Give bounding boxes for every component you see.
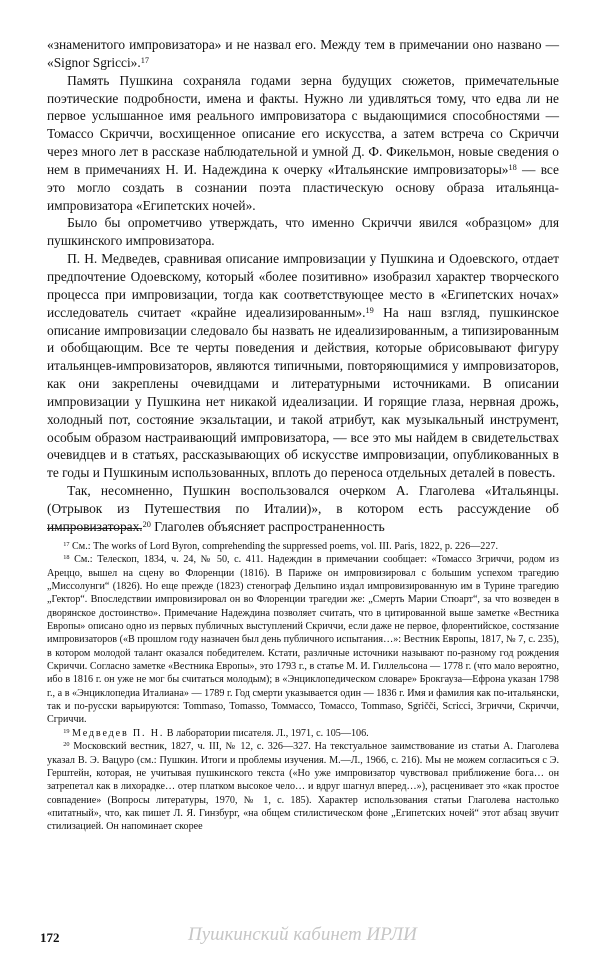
footnotes — [47, 540, 559, 834]
paragraph-5: Так, несомненно, Пушкин воспользовался очерком А. Глаголева «Итальянцы. (Отрывок из Путешествия по Италии)», в котором есть рассуждение об импровизаторах.$^{20}$ Глаголев объясняет распространенность — [47, 483, 559, 534]
footnote-18: $^{18}$ См.: Телескоп, 1834, ч. 24, № 50, с. 411. Надеждин в примечании сообщает: «Томассо Згриччи, родом из Ареццо, вышел на сцену во Флоренции (1816). В Париже он импровизировал с большим успехом трагедию „Миссолунги“ (1826). Но еще прежде (1823) стенограф Дельпино издал импровизированную им в Турине трагедию „Гектор“. Впоследствии импровизировал он во Флоренции трагедии же: „Смерть Марии Стюарт“, за что возведен в дворянское достоинство». Примечание Надеждина позволяет считать, что в цитированной выше заметке «Вестника Европы» описано одно из первых публичных выступлений Скриччи, если даже не первое, флорентийское, состязание импровизаторов («В прошлом году назначен был день публичного испытания…»: Вестник Европы, 1817, № 7, с. 235), в котором молодой талант оказался победителем. Кстати, различные источники называют по-разному год рождения Скриччи. Согласно заметке «Вестника Европы», это 1793 г., в статье М. И. Гиллельсона — 1778 г. (что мало вероятно, ибо в 1816 г. он уже не мог бы считаться молодым); в «Энциклопедическом словаре» Брокгауза—Ефрона указан 1798 г., а в «Энциклопедиа Италиана» — 1789 г. Год смерти указывается один — 1836 г. Имя и фамилия как по-итальянски, так и по-русски варьируются: Tommaso, Tomasso, Томмассо, Томассо, Tommaso, Sgričči, Scricci, Згриччи, Скриччи, Сгриччи. — [47, 554, 559, 726]
footnote-ref-17[interactable]: 17 — [140, 55, 150, 65]
footnote-ref-19[interactable]: 19 — [365, 305, 374, 315]
footnote-ref-20[interactable]: 20 — [142, 519, 151, 529]
footnote-17: $^{17}$ См.: The works of Lord Byron, comprehending the suppressed poems, vol. III. Paris, 1822, p. 226—227. — [63, 540, 499, 552]
main-text — [47, 36, 559, 536]
paragraph-3: Было бы опрометчиво утверждать, что именно Скриччи явился «образцом» для пушкинского импровизатора. — [47, 215, 559, 249]
footnote-20: $^{20}$ Московский вестник, 1827, ч. III, № 12, с. 326—327. На текстуальное заимствование из статьи А. Глаголева указал В. Э. Вацуро (см.: Пушкин. Итоги и проблемы изучения. М.—Л., 1966, с. 216). Мы не можем согласиться с Э. Герштейн, которая, не учитывая пушкинского текста («Но уже импровизатор чувствовал приближение бога… он затрепетал как в лихорадке… отер платком высокое чело… и вдруг шагнул вперед…»), расценивает это «как простое совпадение» (Вопросы литературы, 1970, № 1, с. 185). Характер использования статьи Глаголева настолько «питатный», что, как пишет Л. Я. Гинзбург, «на общем стилистическом фоне „Египетских ночей“ этот абзац звучит стилизацией. Он напоминает скорее — [47, 741, 559, 833]
watermark: Пушкинский кабинет ИРЛИ — [188, 924, 417, 945]
page-number: 172 — [40, 930, 60, 945]
paragraph-4: П. Н. Медведев, сравнивая описание импровизации у Пушкина и Одоевского, отдает предпочтение Одоевскому, который «более позитивно» изобразил характер творческого процесса при импровизации, тогда как соответствующее место в «Египетских ночах» исследователь считает «крайне идеализированным».$^{19}$ На наш взгляд, пушкинское описание импровизации следовало бы назвать не идеализированным, а типизированным и обобщающим. Все те черты поведения и действия, которые обрисовывают фигуру итальянцев-импровизаторов, являются типичными, повторяющимися у импровизаторов, как они закреплены очевидцами и литературными источниками. В описании импровизации у Пушкина нет никакой идеализации. И горящие глаза, нервная дрожь, холодный пот, состояние экзальтации, и такой атрибут, как музыкальный инструмент, особым образом настраивающий импровизатора, — все это мы найдем в свидетельствах очевидцев и в статьях, рассказывающих об искусстве импровизации, опубликованных в те годы и Пушкиным использованных, вплоть до переноса отдельных деталей в повесть. — [47, 251, 560, 481]
footnote-ref-18[interactable]: 18 — [508, 162, 517, 172]
footnote-19: $^{19}$ Медведев П. Н. В лаборатории писателя. Л., 1971, с. 105—106. — [63, 727, 369, 739]
paragraph-2: Память Пушкина сохраняла годами зерна будущих сюжетов, примечательные поэтические подробности, имена и факты. Нужно ли удивляться тому, что едва ли не первое услышанное имя реального импровизатора с выдающимися способностями — Томассо Скриччи, восхищенное описание его искусства, а затем встреча со Скриччи через много лет в рассказе наблюдательной и умной Д. Ф. Фикельмон, новые сведения о нем в примечаниях Н. И. Надеждина к очерку «Итальянские импровизаторы»$^{18}$ — все это могло создать в сознании поэта пластическую основу образа итальянца-импровизатора «Египетских ночей». — [47, 72, 559, 213]
footnote-19-author: Медведев П. Н. — [72, 727, 165, 739]
footnote-divider — [47, 528, 142, 529]
paragraph-1: «знаменитого импровизатора» и не назвал его. Между тем в примечании оно названо — «Signor Sgricci».$^{17}$ — [47, 37, 559, 70]
